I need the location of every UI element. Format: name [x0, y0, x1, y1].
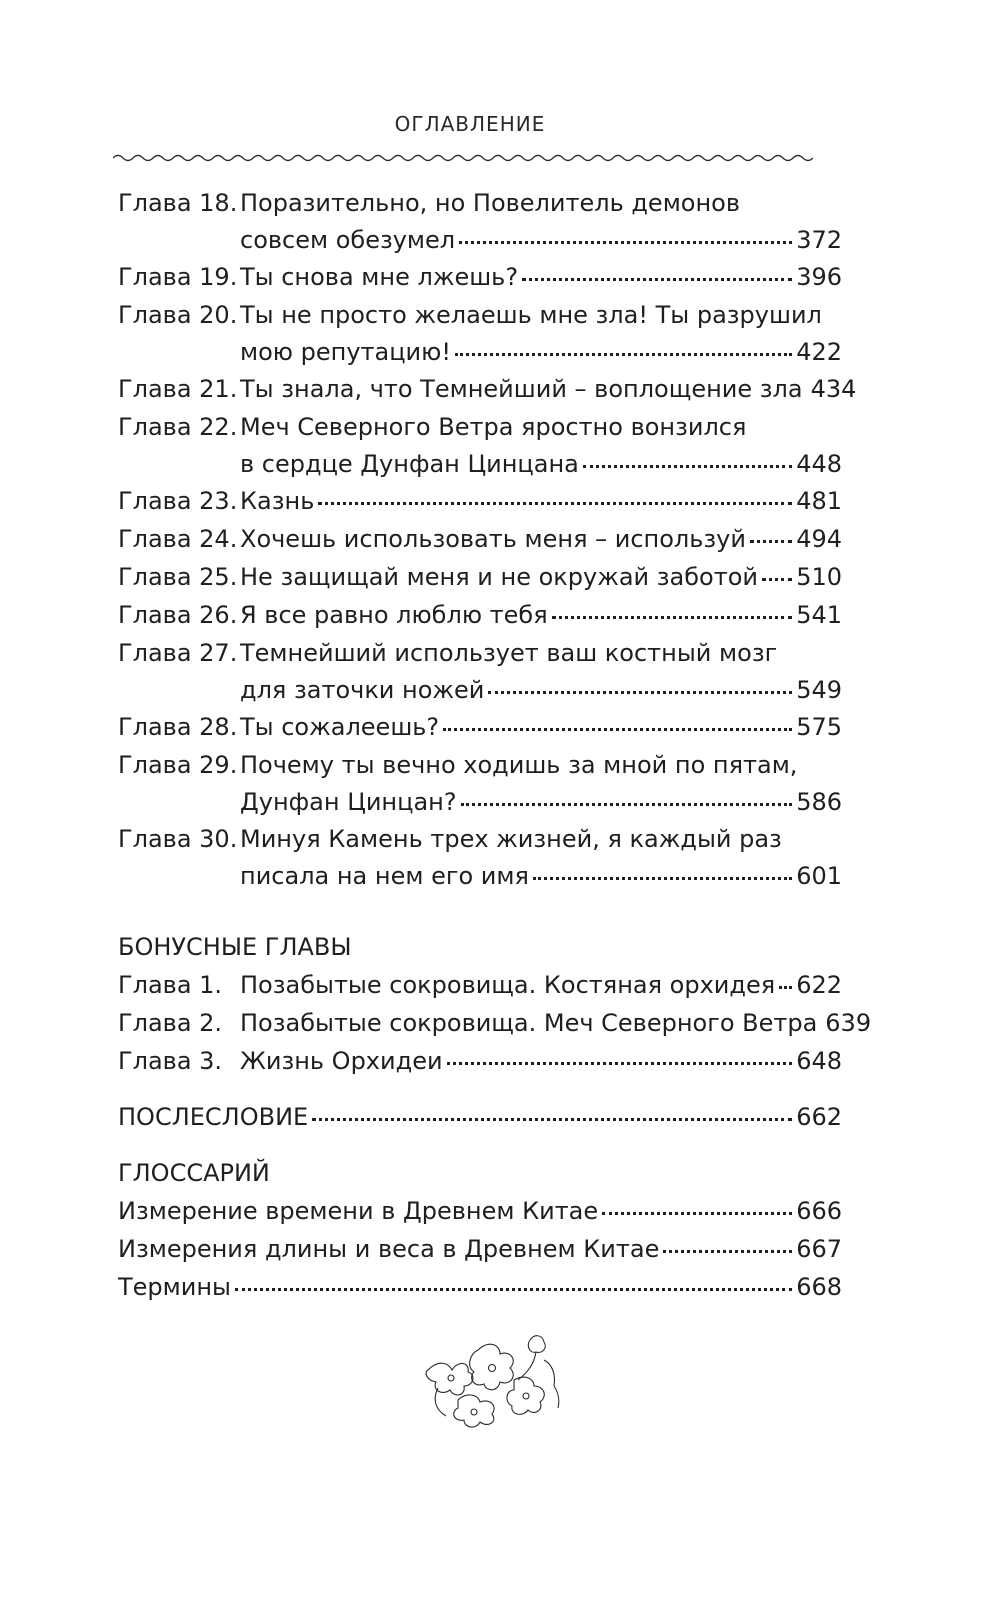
bonus-chapter-title: Позабытые сокровища. Меч Северного Ветра [240, 1009, 818, 1037]
chapter-row[interactable] [118, 672, 842, 708]
chapter-page: 586 [796, 788, 842, 816]
bonus-chapter-title: Жизнь Орхидеи [240, 1047, 443, 1075]
orchid-flowers-icon [418, 1330, 568, 1430]
chapter-row[interactable] [118, 784, 842, 820]
bonus-chapter-page: 622 [796, 971, 842, 999]
chapter-page: 494 [796, 525, 842, 553]
chapter-page: 396 [796, 263, 842, 291]
chapter-title: Ты снова мне лжешь? [240, 263, 519, 291]
chapter-label: Глава 26. [118, 601, 238, 629]
bonus-chapter-label: Глава 1. [118, 971, 223, 999]
chapter-entry[interactable] [118, 708, 842, 746]
chapter-entry[interactable] [118, 558, 842, 596]
chapter-first-line [118, 184, 842, 222]
chapter-row[interactable] [118, 370, 857, 408]
bonus-heading: БОНУСНЫЕ ГЛАВЫ [118, 933, 352, 961]
bonus-chapter-page: 648 [796, 1047, 842, 1075]
glossary-item-title: Измерение времени в Древнем Китае [118, 1197, 599, 1225]
chapter-first-line [118, 408, 842, 446]
chapter-row[interactable] [118, 482, 842, 520]
chapter-label: Глава 20. [118, 301, 238, 329]
chapter-first-line [118, 634, 842, 672]
chapter-title: Дунфан Цинцан? [240, 788, 457, 816]
chapter-title-line: Меч Северного Ветра яростно вонзился [240, 413, 747, 441]
chapter-page: 434 [810, 375, 857, 403]
chapter-page: 601 [796, 862, 842, 890]
afterword-page: 662 [796, 1103, 842, 1131]
chapter-label: Глава 19. [118, 263, 238, 291]
glossary-item-page: 667 [796, 1235, 842, 1263]
chapter-first-line [118, 296, 842, 334]
chapter-first-line [118, 820, 842, 858]
chapter-title: Хочешь использовать меня – используй [240, 525, 746, 553]
chapter-page: 372 [796, 226, 842, 254]
glossary-item-row[interactable] [118, 1268, 842, 1306]
chapter-row[interactable] [118, 258, 842, 296]
chapter-label: Глава 23. [118, 487, 238, 515]
chapter-page: 510 [796, 563, 842, 591]
chapter-label: Глава 24. [118, 525, 238, 553]
chapter-list [118, 184, 857, 894]
chapter-title-line: Ты не просто желаешь мне зла! Ты разрушил [240, 301, 822, 329]
glossary-section [118, 1154, 842, 1306]
bonus-chapter-row[interactable] [118, 1042, 842, 1080]
chapter-page: 541 [796, 601, 842, 629]
chapter-page: 481 [796, 487, 842, 515]
glossary-item-row[interactable] [118, 1230, 842, 1268]
chapter-title: писала на нем его имя [240, 862, 529, 890]
bonus-chapter-label: Глава 2. [118, 1009, 223, 1037]
afterword-row[interactable] [118, 1098, 842, 1136]
chapter-row[interactable] [118, 222, 842, 258]
chapter-label: Глава 21. [118, 375, 238, 403]
chapter-title-line: Темнейший использует ваш костный мозг [240, 639, 778, 667]
chapter-page: 549 [796, 676, 842, 704]
chapter-entry[interactable] [118, 820, 842, 894]
chapter-label: Глава 25. [118, 563, 238, 591]
chapter-label: Глава 30. [118, 825, 238, 853]
page-title: ОГЛАВЛЕНИЕ [394, 112, 546, 136]
chapter-row[interactable] [118, 446, 842, 482]
glossary-item-page: 668 [796, 1273, 842, 1301]
chapter-title-line: Почему ты вечно ходишь за мной по пятам, [240, 751, 798, 779]
chapter-entry[interactable] [118, 370, 857, 408]
chapter-entry[interactable] [118, 258, 842, 296]
chapter-row[interactable] [118, 558, 842, 596]
glossary-item-page: 666 [796, 1197, 842, 1225]
chapter-entry[interactable] [118, 520, 842, 558]
chapter-row[interactable] [118, 596, 842, 634]
chapter-label: Глава 18. [118, 189, 238, 217]
chapter-label: Глава 22. [118, 413, 238, 441]
chapter-page: 448 [796, 450, 842, 478]
bonus-chapter-page: 639 [825, 1009, 872, 1037]
chapter-title: Я все равно люблю тебя [240, 601, 548, 629]
glossary-item-title: Измерения длины и веса в Древнем Китае [118, 1235, 660, 1263]
chapter-row[interactable] [118, 858, 842, 894]
afterword-title: ПОСЛЕСЛОВИЕ [118, 1103, 309, 1131]
chapter-title-line: Поразительно, но Повелитель демонов [240, 189, 741, 217]
bonus-section [118, 928, 872, 1080]
chapter-label: Глава 28. [118, 713, 238, 741]
chapter-title-line: Минуя Камень трех жизней, я каждый раз [240, 825, 782, 853]
chapter-entry[interactable] [118, 184, 842, 258]
table-of-contents [118, 184, 872, 1306]
chapter-label: Глава 27. [118, 639, 238, 667]
chapter-entry[interactable] [118, 482, 842, 520]
chapter-label: Глава 29. [118, 751, 238, 779]
chapter-title: мою репутацию! [240, 338, 451, 366]
chapter-entry[interactable] [118, 296, 842, 370]
bonus-chapter-label: Глава 3. [118, 1047, 223, 1075]
chapter-title: Не защищай меня и не окружай заботой [240, 563, 758, 591]
chapter-page: 422 [796, 338, 842, 366]
chapter-title: совсем обезумел [240, 226, 456, 254]
chapter-entry[interactable] [118, 408, 842, 482]
chapter-title: Ты знала, что Темнейший – воплощение зла [240, 375, 803, 403]
chapter-title: для заточки ножей [240, 676, 485, 704]
glossary-item-title: Термины [118, 1273, 232, 1301]
chapter-entry[interactable] [118, 634, 842, 708]
wavy-divider [113, 152, 813, 164]
chapter-title: Казнь [240, 487, 315, 515]
chapter-row[interactable] [118, 520, 842, 558]
chapter-title: в сердце Дунфан Цинцана [240, 450, 579, 478]
bonus-chapter-row[interactable] [118, 966, 842, 1004]
glossary-heading: ГЛОССАРИЙ [118, 1159, 270, 1187]
bonus-chapter-row[interactable] [118, 1004, 872, 1042]
chapter-row[interactable] [118, 334, 842, 370]
chapter-title: Ты сожалеешь? [240, 713, 440, 741]
chapter-row[interactable] [118, 708, 842, 746]
glossary-item-row[interactable] [118, 1192, 842, 1230]
chapter-page: 575 [796, 713, 842, 741]
chapter-first-line [118, 746, 842, 784]
chapter-entry[interactable] [118, 596, 842, 634]
chapter-entry[interactable] [118, 746, 842, 820]
bonus-chapter-title: Позабытые сокровища. Костяная орхидея [240, 971, 776, 999]
